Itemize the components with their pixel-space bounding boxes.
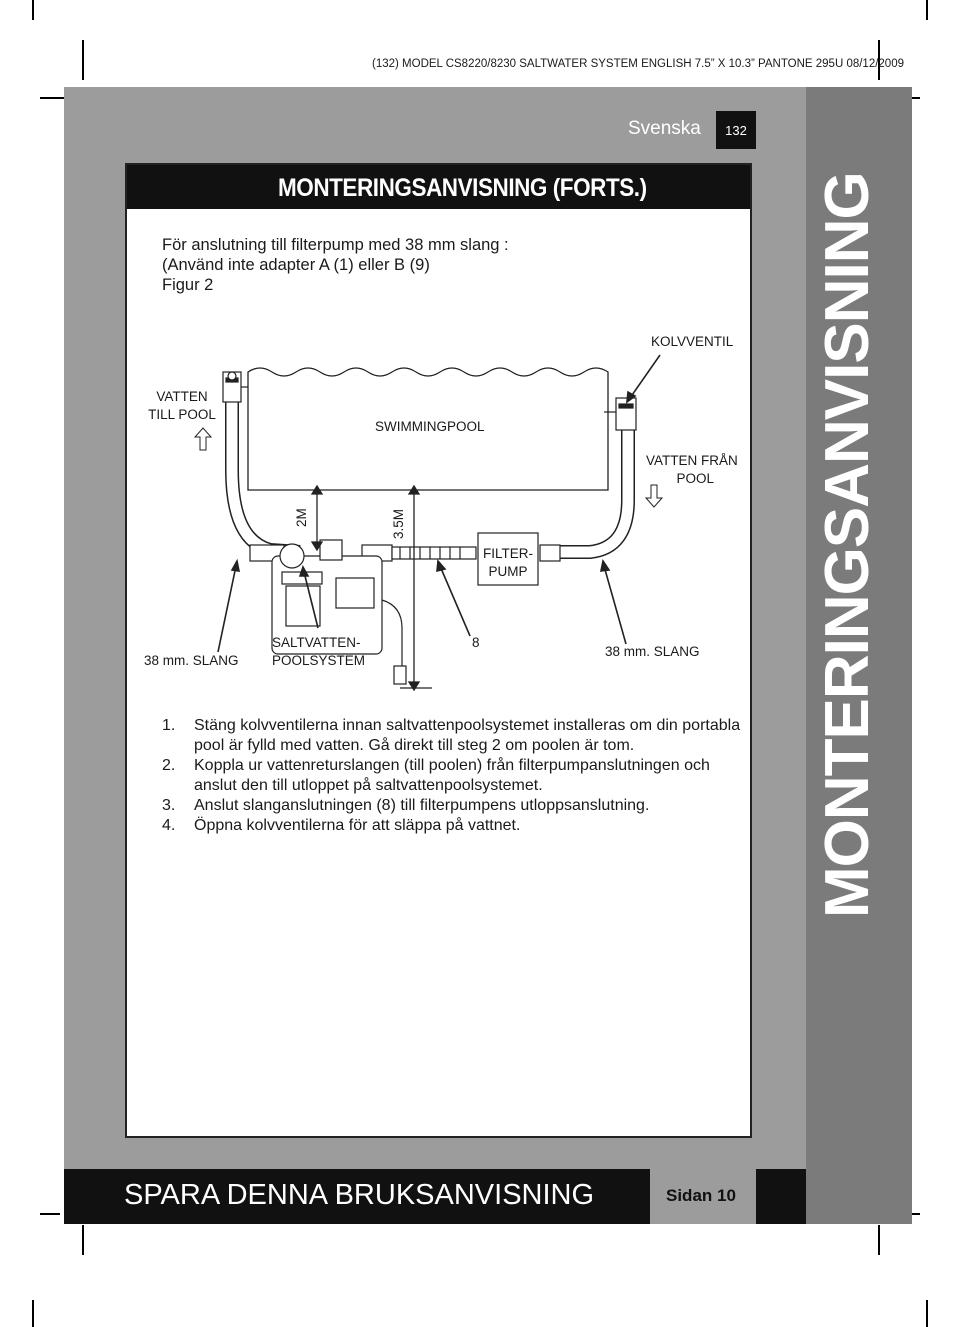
step-item xyxy=(162,756,742,796)
label-saltvatten-poolsystem xyxy=(272,634,365,670)
instruction-steps xyxy=(162,716,742,836)
step-item xyxy=(162,716,742,756)
print-header: (132) MODEL CS8220/8230 SALTWATER SYSTEM ENGLISH 7.5” X 10.3” PANTONE 295U 08/12/2009 xyxy=(372,58,904,70)
label-callout-8: 8 xyxy=(472,635,480,650)
intro-text xyxy=(162,235,509,295)
side-title: MONTERINGSANVISNING xyxy=(813,172,882,918)
intro-line: För anslutning till filterpump med 38 mm slang : xyxy=(162,236,509,254)
section-title: MONTERINGSANVISNING (FORTS.) xyxy=(278,174,647,202)
label-kolvventil: KOLVVENTIL xyxy=(651,334,734,349)
crop-mark xyxy=(926,1300,928,1327)
label-vatten-fran-pool xyxy=(646,452,738,488)
left-hose xyxy=(223,372,300,552)
crop-mark xyxy=(32,1300,34,1327)
step-number: 3. xyxy=(162,797,176,814)
label-line: PUMP xyxy=(488,564,528,579)
label-3-5m: 3.5M xyxy=(391,508,406,539)
label-line: VATTEN xyxy=(156,389,208,404)
label-slang-left: 38 mm. SLANG xyxy=(144,653,239,668)
footer-page-number: Sidan 10 xyxy=(666,1186,736,1205)
step-number: 4. xyxy=(162,817,176,834)
label-line: POOL xyxy=(676,471,714,486)
label-2m: 2M xyxy=(294,508,309,527)
crop-mark xyxy=(32,0,34,20)
label-filterpump xyxy=(480,545,536,581)
intro-line: Figur 2 xyxy=(162,276,214,294)
label-vatten-till-pool xyxy=(146,388,218,424)
label-line: TILL POOL xyxy=(148,407,216,422)
step-text: Anslut slanganslutningen (8) till filterpumpens utloppsanslutning. xyxy=(194,797,650,814)
crop-mark xyxy=(82,1225,84,1255)
label-swimmingpool: SWIMMINGPOOL xyxy=(375,419,485,434)
step-item xyxy=(162,816,742,836)
crop-mark xyxy=(40,1213,60,1215)
page-number-badge xyxy=(716,111,756,149)
step-text: Koppla ur vattenreturslangen (till poolen) från filterpumpanslutningen och anslut den till utloppet på saltvattenpoolsystemet. xyxy=(194,757,710,794)
intro-line: (Använd inte adapter A (1) eller B (9) xyxy=(162,256,430,274)
step-item xyxy=(162,796,742,816)
page-number: 132 xyxy=(725,122,747,138)
label-line: VATTEN FRÅN xyxy=(646,453,738,468)
crop-mark xyxy=(926,0,928,20)
footer-text: SPARA DENNA BRUKSANVISNING xyxy=(124,1179,595,1211)
flow-arrows xyxy=(195,428,662,507)
step-text: Stäng kolvventilerna innan saltvattenpoolsystemet installeras om din portabla pool är fylld med vatten. Gå direkt till steg 2 om poolen är tom. xyxy=(194,717,741,754)
crop-mark xyxy=(878,1225,880,1255)
crop-mark xyxy=(82,40,84,80)
step-text: Öppna kolvventilerna för att släppa på vattnet. xyxy=(194,817,521,834)
label-slang-right: 38 mm. SLANG xyxy=(605,644,700,659)
step-number: 2. xyxy=(162,757,176,774)
right-hose xyxy=(540,398,636,552)
label-line: FILTER- xyxy=(483,546,533,561)
label-line: SALTVATTEN- xyxy=(272,635,361,650)
label-line: POOLSYSTEM xyxy=(272,653,366,668)
step-number: 1. xyxy=(162,717,176,734)
language-label: Svenska xyxy=(628,118,701,139)
